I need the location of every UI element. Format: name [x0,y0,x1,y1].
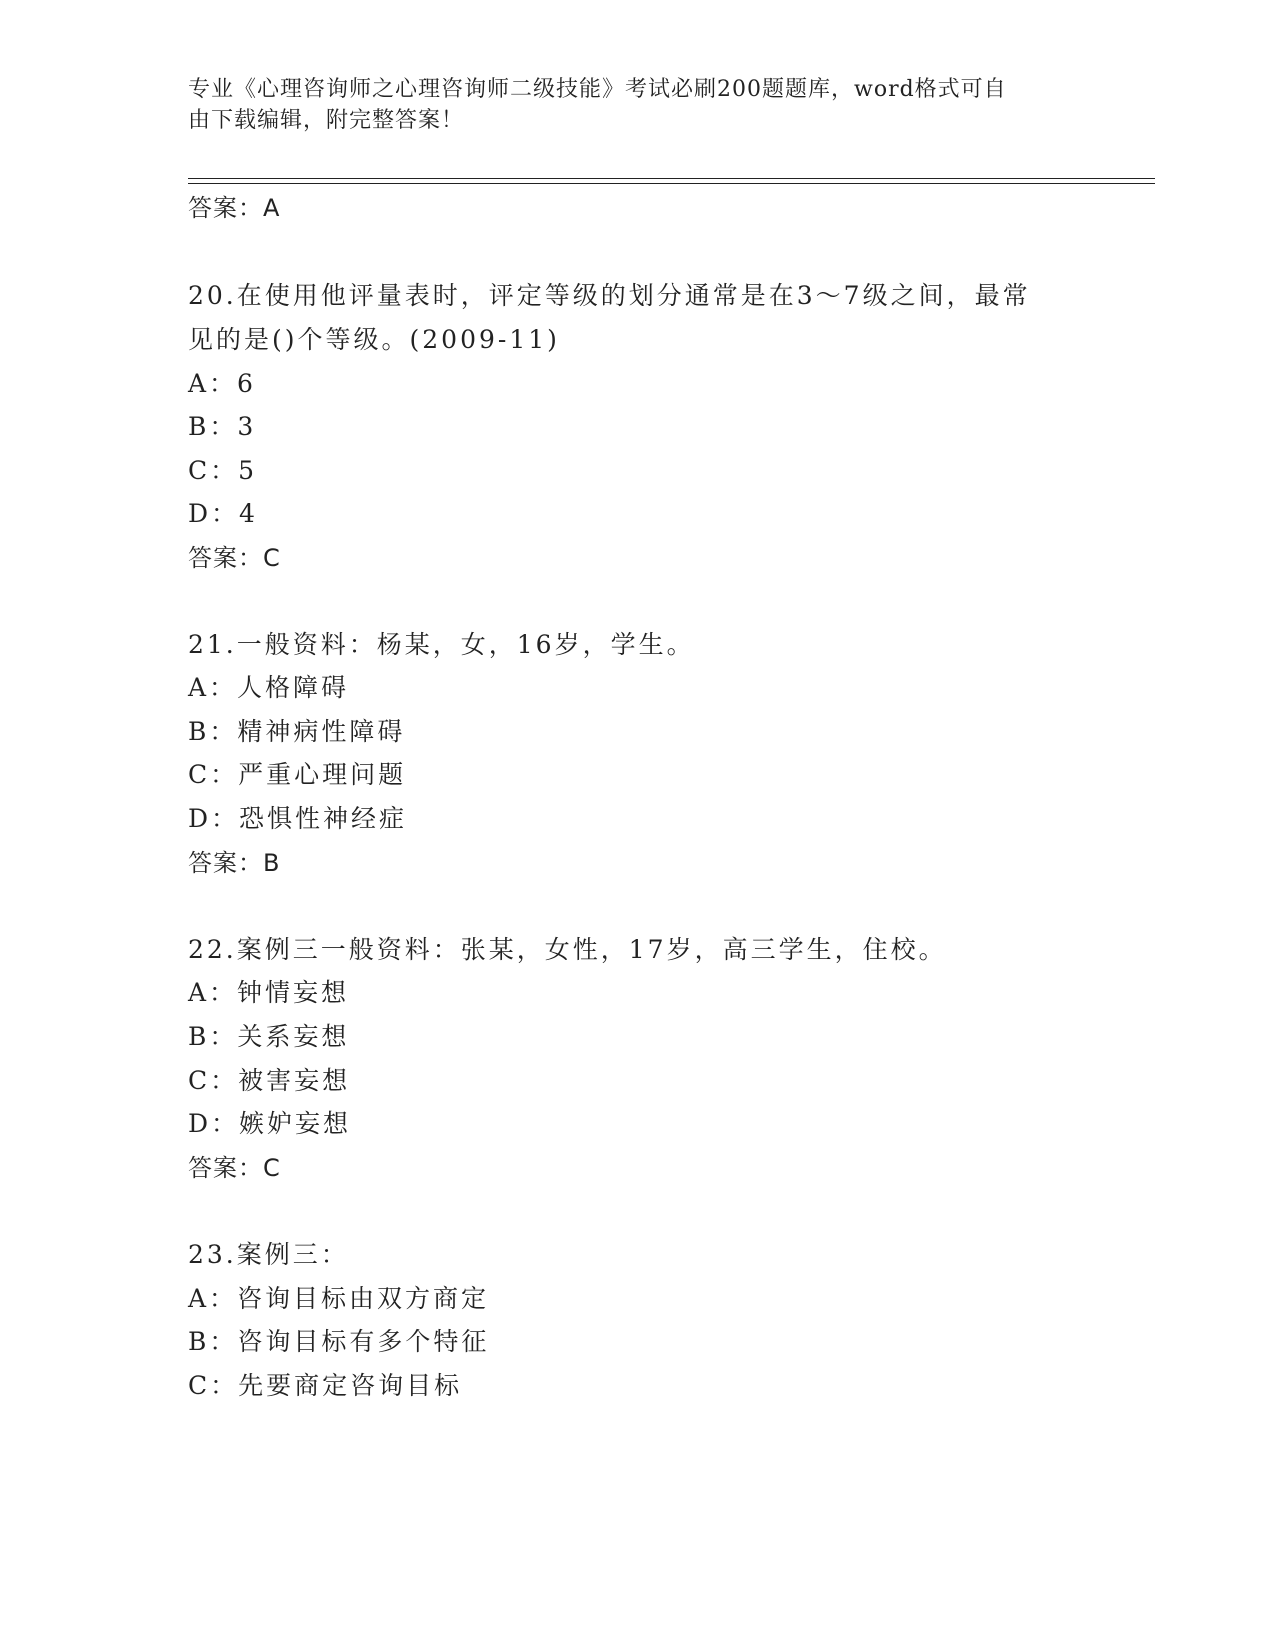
question-23-option-a: A：咨询目标由双方商定 [188,1284,490,1313]
header-divider-bottom [188,183,1155,184]
question-21-option-d: D：恐惧性神经症 [188,804,408,833]
question-20-stem-line-1: 20.在使用他评量表时，评定等级的划分通常是在3～7级之间，最常 [188,281,1031,310]
page-header [188,74,1068,136]
question-22-answer: 答案：C [188,1154,281,1182]
question-23-option-b: B：咨询目标有多个特征 [188,1327,490,1356]
question-21-answer: 答案：B [188,849,281,877]
question-22-stem: 22.案例三一般资料：张某，女性，17岁，高三学生，住校。 [188,935,947,964]
question-20-option-a: A：6 [188,369,256,398]
question-23-stem: 23.案例三： [188,1240,349,1269]
question-21-option-b: B：精神病性障碍 [188,717,406,746]
question-23-option-c: C：先要商定咨询目标 [188,1371,463,1400]
question-22-option-c: C：被害妄想 [188,1066,351,1095]
question-22-option-b: B：关系妄想 [188,1022,350,1051]
question-22-option-a: A：钟情妄想 [188,978,350,1007]
header-divider-top [188,178,1155,179]
question-21-option-c: C：严重心理问题 [188,760,407,789]
question-20-answer: 答案：C [188,544,281,572]
header-line-2: 由下载编辑，附完整答案！ [188,108,465,133]
question-20-option-c: C：5 [188,456,258,485]
previous-answer: 答案：A [188,194,281,222]
question-21-stem: 21.一般资料：杨某，女，16岁，学生。 [188,630,695,659]
question-20-option-d: D：4 [188,499,258,528]
question-20-stem-line-2: 见的是()个等级。(2009-11) [188,325,560,354]
header-line-1: 专业《心理咨询师之心理咨询师二级技能》考试必刷200题题库，word格式可自 [188,77,1007,102]
question-21-option-a: A：人格障碍 [188,673,350,702]
question-20-option-b: B：3 [188,412,257,441]
question-22-option-d: D：嫉妒妄想 [188,1109,352,1138]
